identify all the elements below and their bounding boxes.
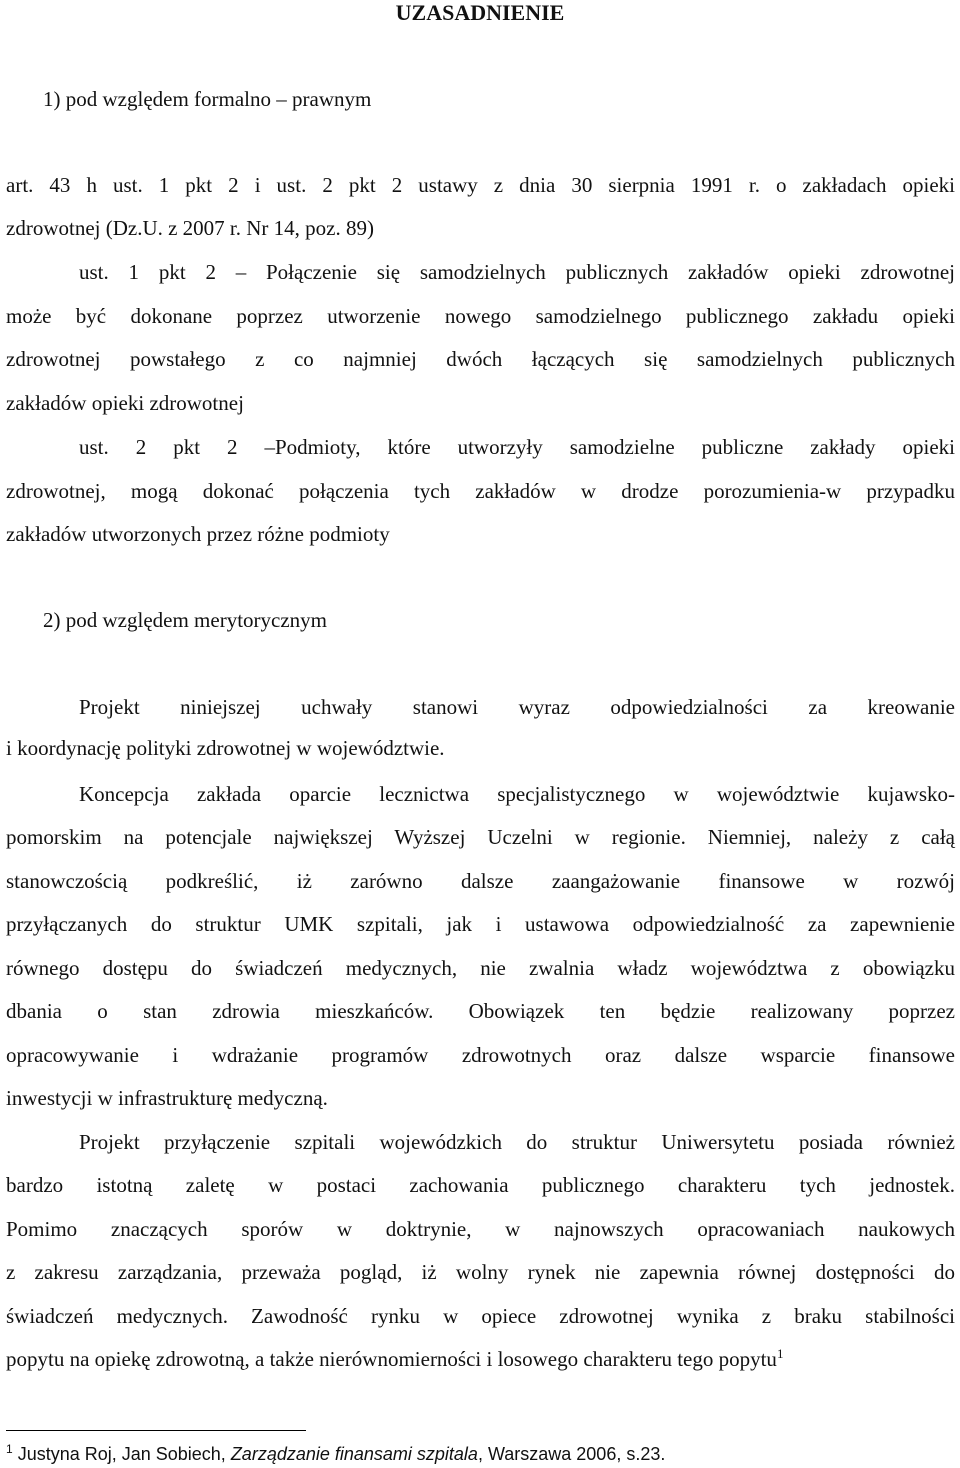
paragraph-line: inwestycji w infrastrukturę medyczną. <box>6 1086 328 1110</box>
section-1-heading: 1) pod względem formalno – prawnym <box>43 87 372 111</box>
paragraph-line: Projekt niniejszej uchwały stanowi wyraz odpowiedzialności za kreowanie <box>79 695 955 719</box>
section-2-heading: 2) pod względem merytorycznym <box>43 608 327 632</box>
footnote-separator <box>6 1430 306 1431</box>
paragraph-line: świadczeń medycznych. Zawodność rynku w opiece zdrowotnej wynika z braku stabilności <box>6 1304 955 1328</box>
paragraph-line: stanowczością podkreślić, iż zarówno dalsze zaangażowanie finansowe w rozwój <box>6 869 955 893</box>
footnote-number: 1 <box>6 1442 13 1456</box>
paragraph-line: Projekt przyłączenie szpitali wojewódzkich do struktur Uniwersytetu posiada również <box>79 1130 955 1154</box>
paragraph-line: przyłączanych do struktur UMK szpitali, jak i ustawowa odpowiedzialność za zapewnienie <box>6 912 955 936</box>
ust2-line: zdrowotnej, mogą dokonać połączenia tych zakładów w drodze porozumienia-w przypadku <box>6 479 955 503</box>
paragraph-line: Koncepcja zakłada oparcie lecznictwa specjalistycznego w województwie kujawsko- <box>79 782 955 806</box>
footnote-work-title: Zarządzanie finansami szpitala <box>230 1444 478 1464</box>
legal-basis-line: zdrowotnej (Dz.U. z 2007 r. Nr 14, poz. 89) <box>6 216 374 240</box>
document-title: UZASADNIENIE <box>395 0 565 25</box>
ust2-line: zakładów utworzonych przez różne podmioty <box>6 522 390 546</box>
paragraph-line: bardzo istotną zaletę w postaci zachowania publicznego charakteru tych jednostek. <box>6 1173 955 1197</box>
footnote <box>6 1442 946 1464</box>
paragraph-line: Pomimo znaczących sporów w doktrynie, w najnowszych opracowaniach naukowych <box>6 1217 955 1241</box>
ust1-line: zdrowotnej powstałego z co najmniej dwóch łączących się samodzielnych publicznych <box>6 347 955 371</box>
ust1-line: zakładów opieki zdrowotnej <box>6 391 244 415</box>
footnote-rest: , Warszawa 2006, s.23. <box>477 1444 666 1464</box>
paragraph-text: popytu na opiekę zdrowotną, a także nierównomierności i losowego charakteru tego popytu <box>6 1347 777 1371</box>
paragraph-line: z zakresu zarządzania, przeważa pogląd, iż wolny rynek nie zapewnia równej dostępności do <box>6 1260 955 1284</box>
paragraph-last-line <box>6 1346 955 1371</box>
legal-basis-line: art. 43 h ust. 1 pkt 2 i ust. 2 pkt 2 ustawy z dnia 30 sierpnia 1991 r. o zakładach opieki <box>6 173 955 197</box>
ust1-line: może być dokonane poprzez utworzenie nowego samodzielnego publicznego zakładu opieki <box>6 304 955 328</box>
paragraph-line: i koordynację polityki zdrowotnej w województwie. <box>6 736 445 760</box>
paragraph-line: pomorskim na potencjale największej Wyższej Uczelni w regionie. Niemniej, należy z całą <box>6 825 955 849</box>
ust1-line: ust. 1 pkt 2 – Połączenie się samodzielnych publicznych zakładów opieki zdrowotnej <box>79 260 955 284</box>
ust2-line: ust. 2 pkt 2 –Podmioty, które utworzyły samodzielne publiczne zakłady opieki <box>79 435 955 459</box>
footnote-reference: 1 <box>776 1346 784 1361</box>
paragraph-line: opracowywanie i wdrażanie programów zdrowotnych oraz dalsze wsparcie finansowe <box>6 1043 955 1067</box>
paragraph-line: równego dostępu do świadczeń medycznych, nie zwalnia władz województwa z obowiązku <box>6 956 955 980</box>
paragraph-line: dbania o stan zdrowia mieszkańców. Obowiązek ten będzie realizowany poprzez <box>6 999 955 1023</box>
footnote-authors: Justyna Roj, Jan Sobiech, <box>12 1444 231 1464</box>
